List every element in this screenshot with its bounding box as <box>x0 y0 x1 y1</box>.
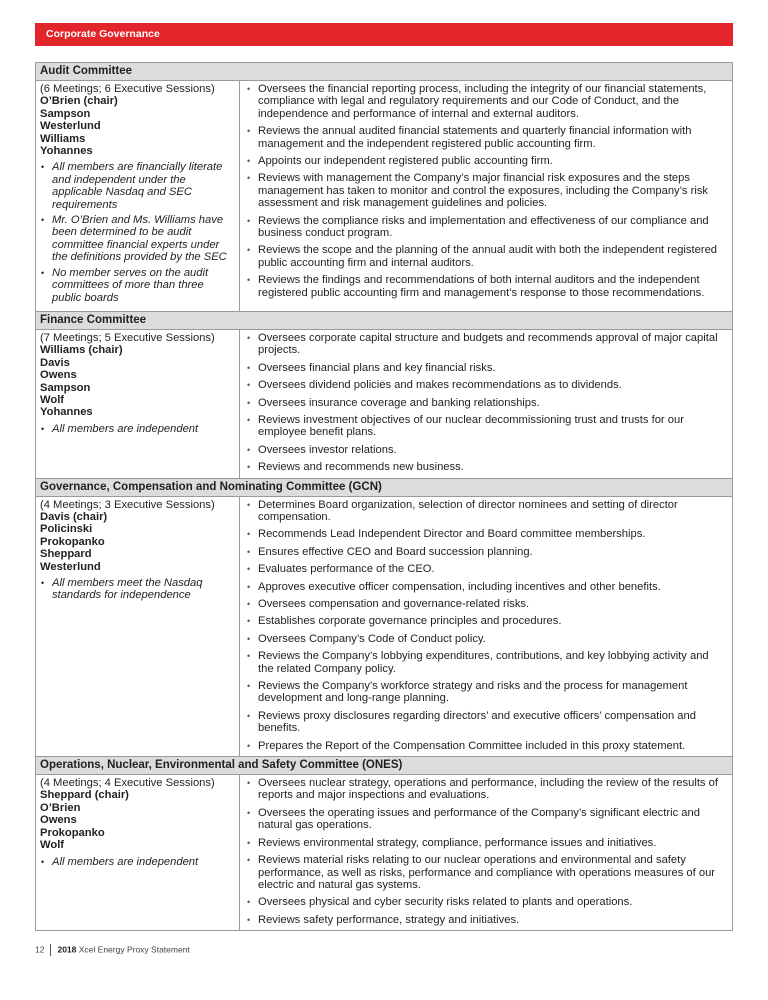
page-number: 12 <box>35 944 45 955</box>
committee-row <box>36 81 733 312</box>
committee-notes <box>40 577 236 602</box>
member-name: Williams <box>40 132 86 145</box>
duty-item: • Reviews investment objectives of our nuclear decommissioning trust and trusts for our employee benefit plans. <box>246 414 726 439</box>
duty-item: • Evaluates performance of the CEO. <box>246 563 726 575</box>
duty-item: • Oversees investor relations. <box>246 444 726 456</box>
page-footer <box>35 944 190 956</box>
duty-item: • Reviews with management the Company’s major financial risk exposures and the steps management has taken to monitor and control the exposures, including the Company’s risk assessment and risk management guidelines and policies. <box>246 172 726 209</box>
duty-item: • Recommends Lead Independent Director and Board committee memberships. <box>246 528 726 540</box>
member-name: Owens <box>40 369 77 382</box>
member-name: Yohannes <box>40 145 93 158</box>
duty-item: • Reviews proxy disclosures regarding directors’ and executive officers’ compensation and benefits. <box>246 710 726 735</box>
member-name: Davis <box>40 356 70 369</box>
duty-item: • Determines Board organization, selection of director nominees and setting of director compensation. <box>246 499 726 524</box>
member-name: Prokopanko <box>40 535 105 548</box>
committee-header-row <box>36 478 733 496</box>
duty-item: • Oversees corporate capital structure and budgets and recommends approval of major capital projects. <box>246 332 726 357</box>
duty-item: • Reviews the compliance risks and implementation and effectiveness of our compliance and business conduct program. <box>246 215 726 240</box>
member-name: Westerlund <box>40 120 101 133</box>
member-name: Owens <box>40 814 77 827</box>
committee-duties-cell <box>240 775 733 931</box>
committee-notes <box>40 423 236 435</box>
committee-members-cell <box>36 329 240 478</box>
duty-item: • Prepares the Report of the Compensation Committee included in this proxy statement. <box>246 740 726 752</box>
duty-item: • Reviews the Company’s lobbying expenditures, contributions, and key lobbying activity and the related Company policy. <box>246 650 726 675</box>
duty-item: • Oversees nuclear strategy, operations and performance, including the review of the results of reports and major inspections and evaluations. <box>246 777 726 802</box>
duty-item: • Reviews safety performance, strategy and initiatives. <box>246 914 726 926</box>
duty-item: • Reviews the scope and the planning of the annual audit with both the independent registered public accounting firm and internal auditors. <box>246 244 726 269</box>
duty-item: • Oversees compensation and governance-related risks. <box>246 598 726 610</box>
duty-item: • Reviews the annual audited financial statements and quarterly financial information with management and the independent registered public accounting firm. <box>246 125 726 150</box>
duty-item: • Reviews the Company’s workforce strategy and risks and the process for management development and long-range planning. <box>246 680 726 705</box>
committee-header-row <box>36 311 733 329</box>
committee-name: Audit Committee <box>36 63 733 81</box>
member-name: Prokopanko <box>40 826 105 839</box>
member-name: Sampson <box>40 381 91 394</box>
duties-list <box>246 83 726 299</box>
footer-year: 2018 <box>57 944 77 955</box>
member-name: O’Brien <box>40 801 81 814</box>
duty-item: • Oversees insurance coverage and banking relationships. <box>246 397 726 409</box>
footer-divider <box>50 944 51 956</box>
committee-name: Operations, Nuclear, Environmental and Safety Committee (ONES) <box>36 757 733 775</box>
member-name: Wolf <box>40 839 65 852</box>
duty-item: • Reviews environmental strategy, compliance, performance issues and initiatives. <box>246 837 726 849</box>
member-name: Westerlund <box>40 560 101 573</box>
duty-item: • Oversees the operating issues and performance of the Company’s significant electric and natural gas operations. <box>246 807 726 832</box>
member-name: Davis (chair) <box>40 510 108 523</box>
committee-table <box>35 62 733 931</box>
committee-note: • All members are independent <box>40 856 236 868</box>
duty-item: • Oversees physical and cyber security risks related to plants and operations. <box>246 896 726 908</box>
member-name: O’Brien (chair) <box>40 95 118 108</box>
committee-duties-cell <box>240 329 733 478</box>
duty-item: • Oversees dividend policies and makes recommendations as to dividends. <box>246 379 726 391</box>
footer-title: Xcel Energy Proxy Statement <box>78 944 190 955</box>
committee-note: • All members meet the Nasdaq standards for independence <box>40 577 236 602</box>
duty-item: • Ensures effective CEO and Board succession planning. <box>246 546 726 558</box>
member-name: Sheppard <box>40 548 92 561</box>
duty-item: • Oversees financial plans and key financial risks. <box>246 362 726 374</box>
meetings-count: (7 Meetings; 5 Executive Sessions) <box>40 331 215 344</box>
duty-item: • Establishes corporate governance principles and procedures. <box>246 615 726 627</box>
meetings-count: (6 Meetings; 6 Executive Sessions) <box>40 83 215 95</box>
committee-note: • Mr. O’Brien and Ms. Williams have been determined to be audit committee financial experts under the definitions provided by the SEC <box>40 214 236 264</box>
duty-item: • Oversees the financial reporting process, including the integrity of our financial statements, compliance with legal and regulatory requirements and our Code of Conduct, and the independence and performance of internal and external auditors. <box>246 83 726 120</box>
member-name: Williams (chair) <box>40 344 123 357</box>
member-name: Yohannes <box>40 406 93 419</box>
duty-item: • Appoints our independent registered public accounting firm. <box>246 155 726 167</box>
duty-item: • Reviews and recommends new business. <box>246 461 726 473</box>
committee-members-cell <box>36 775 240 931</box>
duties-list <box>246 777 726 926</box>
committee-header-row <box>36 757 733 775</box>
committee-members-cell <box>36 496 240 757</box>
section-banner <box>35 23 733 46</box>
committee-duties-cell <box>240 81 733 312</box>
committee-name: Governance, Compensation and Nominating Committee (GCN) <box>36 478 733 496</box>
duties-list <box>246 332 726 474</box>
duties-list <box>246 499 726 753</box>
committee-note: • All members are financially literate and independent under the applicable Nasdaq and SEC requirements <box>40 161 236 211</box>
committee-row <box>36 329 733 478</box>
duty-item: • Reviews material risks relating to our nuclear operations and environmental and safety performance, as well as risks, performance and compliance with operations measures of our electric and natural gas systems. <box>246 854 726 891</box>
committee-header-row <box>36 63 733 81</box>
committee-note: • All members are independent <box>40 423 236 435</box>
committee-row <box>36 496 733 757</box>
committee-row <box>36 775 733 931</box>
meetings-count: (4 Meetings; 3 Executive Sessions) <box>40 498 215 511</box>
committee-duties-cell <box>240 496 733 757</box>
member-name: Wolf <box>40 393 65 406</box>
member-name: Sampson <box>40 107 91 120</box>
committee-members-cell <box>36 81 240 312</box>
duty-item: • Oversees Company’s Code of Conduct policy. <box>246 633 726 645</box>
member-name: Policinski <box>40 523 93 536</box>
committee-notes <box>40 161 236 303</box>
meetings-count: (4 Meetings; 4 Executive Sessions) <box>40 777 215 790</box>
committee-notes <box>40 856 236 868</box>
committee-note: • No member serves on the audit committees of more than three public boards <box>40 267 236 304</box>
duty-item: • Reviews the findings and recommendations of both internal auditors and the independent registered public accounting firm and management’s response to those recommendations. <box>246 274 726 299</box>
duty-item: • Approves executive officer compensation, including incentives and other benefits. <box>246 581 726 593</box>
committee-name: Finance Committee <box>36 311 733 329</box>
member-name: Sheppard (chair) <box>40 789 129 802</box>
section-title: Corporate Governance <box>46 28 160 40</box>
